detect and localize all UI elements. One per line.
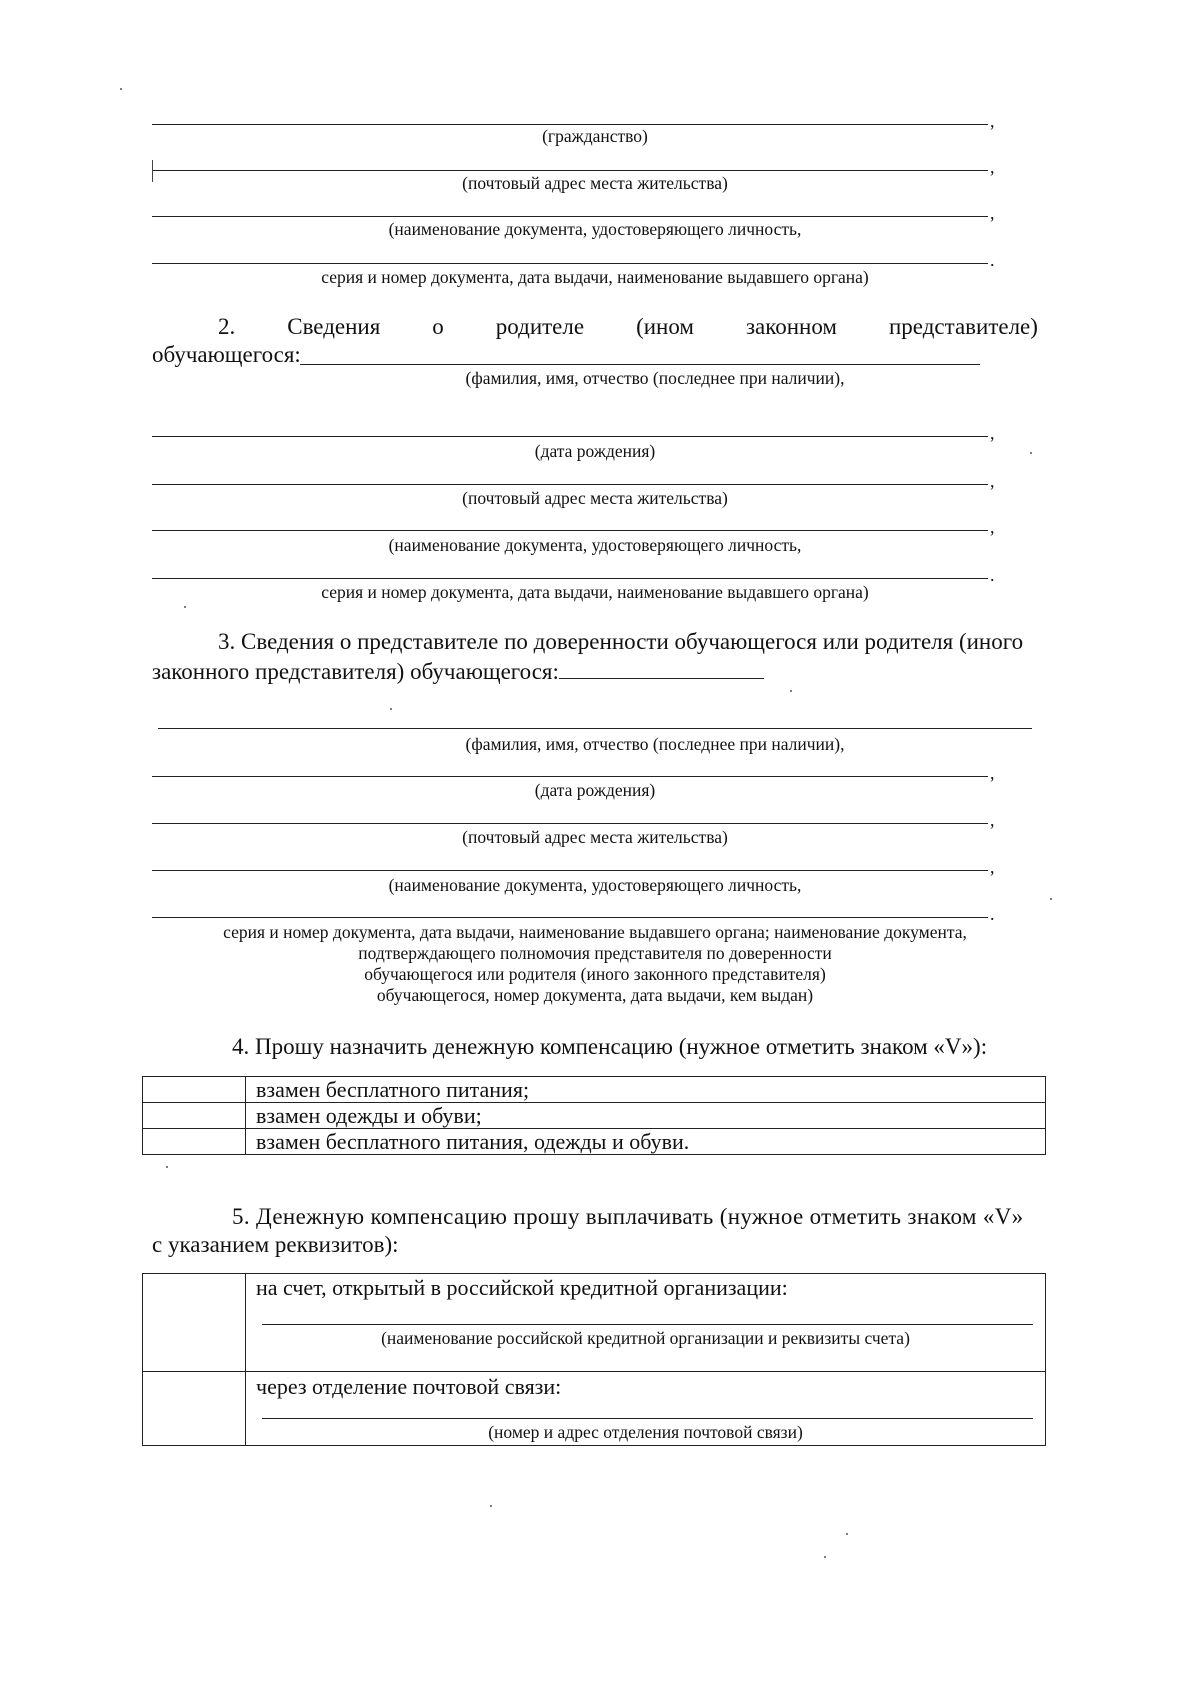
scan-speck xyxy=(390,708,392,710)
rep-fio-line[interactable] xyxy=(158,728,1032,729)
heading-label: 5. Денежную компенсацию прошу выплачивать (нужное отметить знаком «V» xyxy=(232,1204,1024,1229)
caption-doc-series: серия и номер документа, дата выдачи, наименование выдавшего органа) xyxy=(321,582,869,602)
comma-mark: , xyxy=(990,857,995,877)
scan-speck xyxy=(490,1505,492,1507)
caption-birthdate: (дата рождения) xyxy=(534,780,656,800)
comma-mark: , xyxy=(990,810,995,830)
period-mark: . xyxy=(990,250,995,270)
caption-address: (почтовый адрес места жительства) xyxy=(462,173,728,193)
comma-mark: , xyxy=(990,157,995,177)
section2-heading xyxy=(218,313,1038,341)
caption-bank: (наименование российской кредитной организации и реквизиты счета) xyxy=(381,1328,910,1348)
caption-address: (почтовый адрес места жительства) xyxy=(462,827,728,847)
heading-word: 2. xyxy=(218,314,236,339)
rep-doc-series-line[interactable] xyxy=(152,917,988,918)
checkbox-cell[interactable] xyxy=(143,1103,246,1129)
scan-speck xyxy=(1050,898,1052,900)
option-cell xyxy=(246,1372,1046,1446)
caption-post: (номер и адрес отделения почтовой связи) xyxy=(488,1422,803,1442)
doc-series-line[interactable] xyxy=(152,263,988,264)
heading-word: (ином xyxy=(636,314,694,339)
option-label: взамен одежды и обуви; xyxy=(246,1103,1046,1129)
heading-word: Сведения xyxy=(287,314,381,339)
rep-address-line[interactable] xyxy=(152,823,988,824)
heading-word: представителе) xyxy=(888,314,1038,339)
representative-inline-line[interactable] xyxy=(559,656,764,679)
section3-heading-line2 xyxy=(152,656,764,686)
parent-birthdate-line[interactable] xyxy=(152,436,988,437)
checkbox-cell[interactable] xyxy=(143,1129,246,1155)
table-row xyxy=(143,1077,1046,1103)
scan-speck xyxy=(790,690,792,692)
caption-doc-name: (наименование документа, удостоверяющего личность, xyxy=(388,875,802,895)
comma-mark: , xyxy=(990,471,995,491)
checkbox-cell[interactable] xyxy=(143,1372,246,1446)
table-row xyxy=(143,1274,1046,1372)
comma-mark: , xyxy=(990,763,995,783)
doc-name-line[interactable] xyxy=(152,216,988,217)
caption-doc-series: обучающегося или родителя (иного законного представителя) xyxy=(364,964,826,984)
rep-birthdate-line[interactable] xyxy=(152,776,988,777)
caption-fio: (фамилия, имя, отчество (последнее при наличии), xyxy=(465,734,845,754)
period-mark: . xyxy=(990,565,995,585)
comma-mark: , xyxy=(990,423,995,443)
caption-doc-name: (наименование документа, удостоверяющего личность, xyxy=(388,535,802,555)
caption-doc-series: обучающегося, номер документа, дата выдачи, кем выдан) xyxy=(376,985,814,1005)
checkbox-cell[interactable] xyxy=(143,1077,246,1103)
heading-label: обучающегося: xyxy=(152,342,301,367)
checkbox-cell[interactable] xyxy=(143,1274,246,1372)
option-label: на счет, открытый в российской кредитной организации: xyxy=(256,1275,788,1300)
parent-fio-line[interactable] xyxy=(300,364,980,365)
option-label: взамен бесплатного питания, одежды и обуви. xyxy=(246,1129,1046,1155)
parent-doc-name-line[interactable] xyxy=(152,530,988,531)
caption-doc-series: подтверждающего полномочия представителя по доверенности xyxy=(358,943,832,963)
caption-doc-series: серия и номер документа, дата выдачи, наименование выдавшего органа; наименование документа, xyxy=(223,922,967,942)
comma-mark: , xyxy=(990,203,995,223)
post-office-line[interactable] xyxy=(262,1418,1033,1419)
option-label: через отделение почтовой связи: xyxy=(256,1374,562,1399)
period-mark: . xyxy=(990,904,995,924)
option-label: взамен бесплатного питания; xyxy=(246,1077,1046,1103)
section5-heading xyxy=(232,1203,1038,1231)
rep-doc-name-line[interactable] xyxy=(152,870,988,871)
heading-word: о xyxy=(432,314,444,339)
section3-heading-line1: 3. Сведения о представителе по доверенности обучающегося или родителя (иного xyxy=(218,629,1024,654)
table-row xyxy=(143,1103,1046,1129)
caption-doc-name: (наименование документа, удостоверяющего личность, xyxy=(388,219,802,239)
section4-heading: 4. Прошу назначить денежную компенсацию (нужное отметить знаком «V»): xyxy=(232,1034,988,1059)
caption-citizenship: (гражданство) xyxy=(542,126,648,146)
compensation-type-table xyxy=(142,1076,1046,1155)
scan-speck xyxy=(120,88,122,90)
option-cell xyxy=(246,1274,1046,1372)
caption-address: (почтовый адрес места жительства) xyxy=(462,488,728,508)
heading-word: родителе xyxy=(495,314,585,339)
payment-method-table xyxy=(142,1273,1046,1446)
caption-doc-series: серия и номер документа, дата выдачи, наименование выдавшего органа) xyxy=(321,267,869,287)
citizenship-line[interactable] xyxy=(152,124,988,125)
heading-label: законного представителя) обучающегося: xyxy=(152,659,559,684)
comma-mark: , xyxy=(990,517,995,537)
scan-speck xyxy=(846,1533,848,1535)
scan-speck xyxy=(166,1166,168,1168)
scan-speck xyxy=(824,1556,826,1558)
table-row xyxy=(143,1129,1046,1155)
comma-mark: , xyxy=(990,111,995,131)
heading-word: законном xyxy=(745,314,837,339)
scan-speck xyxy=(184,606,186,608)
parent-address-line[interactable] xyxy=(152,484,988,485)
scan-speck xyxy=(1030,452,1032,454)
section5-heading-line2: с указанием реквизитов): xyxy=(152,1232,399,1257)
table-row xyxy=(143,1372,1046,1446)
caption-fio: (фамилия, имя, отчество (последнее при наличии), xyxy=(465,368,845,388)
bank-details-line[interactable] xyxy=(262,1324,1033,1325)
parent-doc-series-line[interactable] xyxy=(152,578,988,579)
section2-heading-line2 xyxy=(152,341,301,369)
caption-birthdate: (дата рождения) xyxy=(534,441,656,461)
address-line[interactable] xyxy=(152,170,988,171)
